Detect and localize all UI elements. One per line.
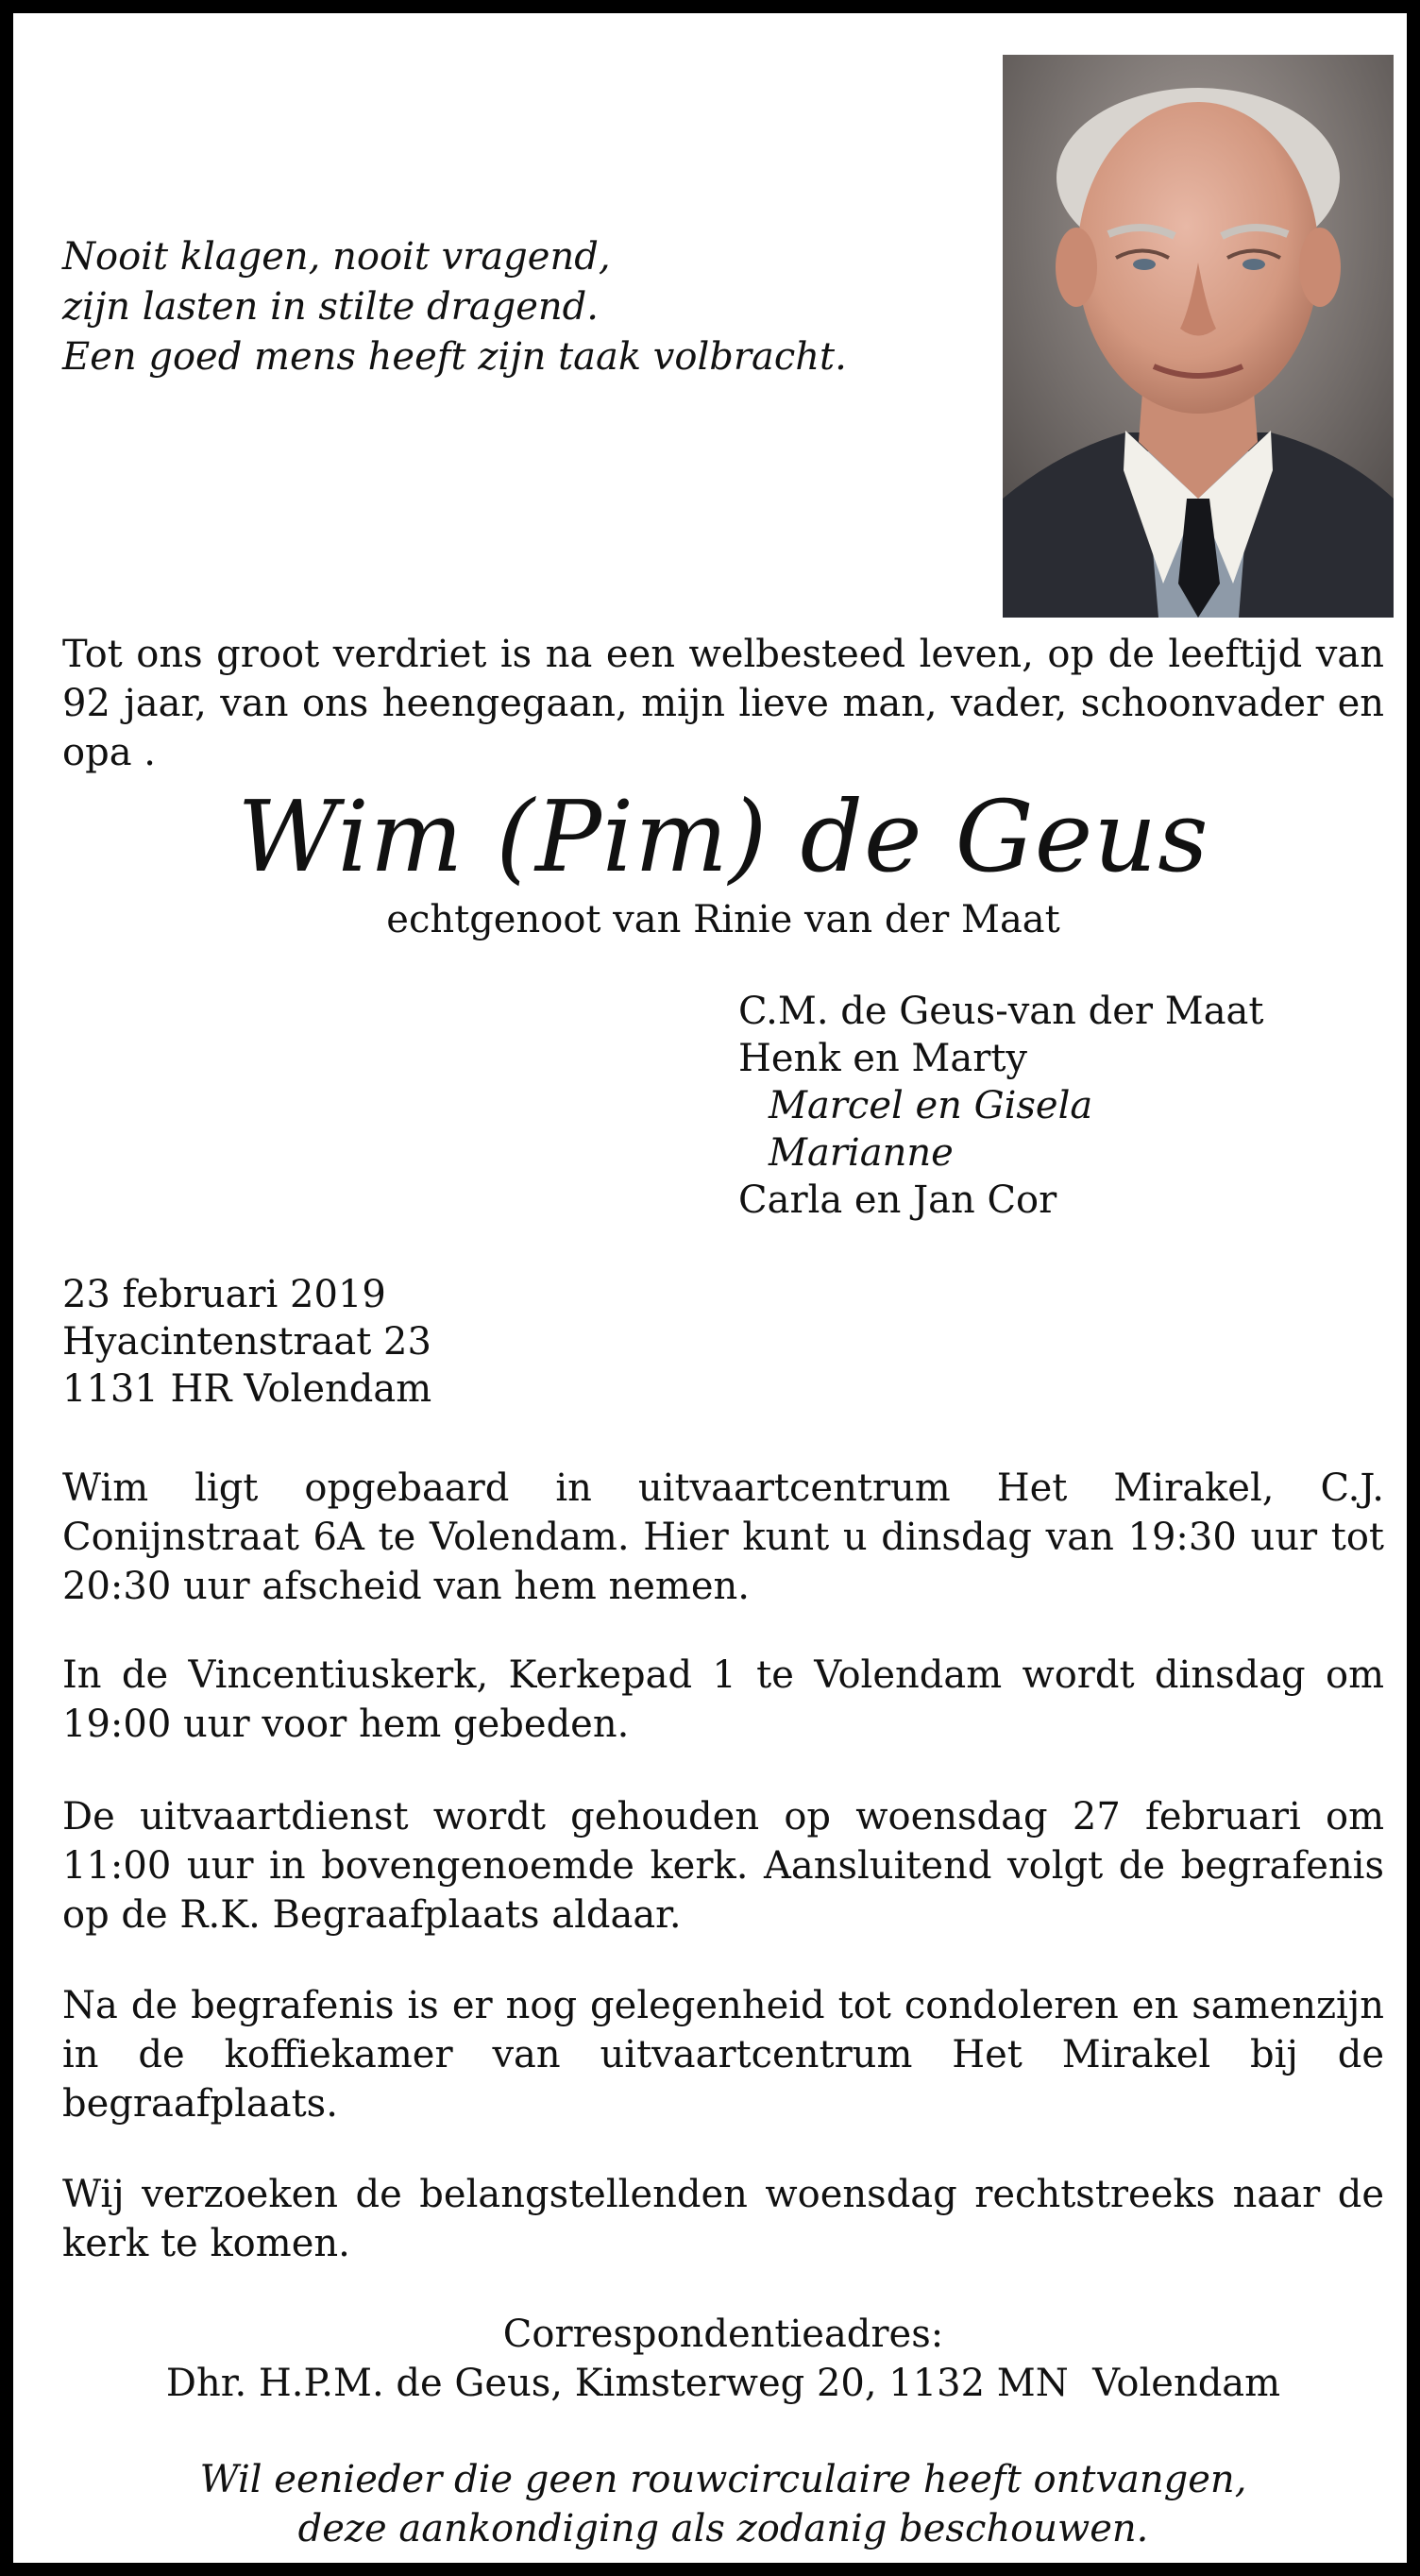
request-paragraph: Wij verzoeken de belangstellenden woensdag rechtstreeks naar de kerk te komen. bbox=[62, 2173, 1384, 2265]
portrait-illustration bbox=[1003, 55, 1394, 618]
poem-line: Een goed mens heeft zijn taak volbracht. bbox=[62, 335, 847, 379]
portrait-photo bbox=[1003, 55, 1394, 618]
deceased-name: Wim (Pim) de Geus bbox=[237, 779, 1209, 894]
poem bbox=[62, 232, 969, 382]
poem-line: zijn lasten in stilte dragend. bbox=[62, 285, 599, 329]
family-member: Henk en Marty bbox=[738, 1037, 1028, 1080]
closing-line: deze aankondiging als zodanig beschouwen. bbox=[297, 2507, 1149, 2551]
family-member: Carla en Jan Cor bbox=[738, 1178, 1057, 1222]
intro-text: Tot ons groot verdriet is na een welbesteed leven, op de leeftijd van 92 jaar, van ons heengegaan, mijn lieve man, vader, schoonvader en opa . bbox=[62, 633, 1384, 774]
family-member: Marianne bbox=[769, 1131, 954, 1175]
family-member: C.M. de Geus-van der Maat bbox=[738, 990, 1264, 1033]
family-member: Marcel en Gisela bbox=[769, 1084, 1093, 1127]
city: 1131 HR Volendam bbox=[62, 1367, 432, 1411]
viewing-paragraph: Wim ligt opgebaard in uitvaartcentrum Het Mirakel, C.J. Conijnstraat 6A te Volendam. Hier kunt u dinsdag van 19:30 uur tot 20:30 uur afscheid van hem nemen. bbox=[62, 1466, 1384, 1608]
home-address bbox=[62, 1271, 818, 1413]
condolence-paragraph: Na de begrafenis is er nog gelegenheid tot condoleren en samenzijn in de koffiekamer van uitvaartcentrum Het Mirakel bij de begraafplaats. bbox=[62, 1984, 1384, 2126]
date: 23 februari 2019 bbox=[62, 1273, 386, 1316]
poem-line: Nooit klagen, nooit vragend, bbox=[62, 235, 611, 279]
street: Hyacintenstraat 23 bbox=[62, 1320, 431, 1364]
correspondence bbox=[13, 2310, 1420, 2408]
spouse-line: echtgenoot van Rinie van der Maat bbox=[386, 898, 1060, 941]
closing-line: Wil eenieder die geen rouwcirculaire heeft ontvangen, bbox=[199, 2458, 1247, 2501]
family-list bbox=[738, 988, 1399, 1224]
closing-note bbox=[13, 2455, 1420, 2553]
correspondence-address: Dhr. H.P.M. de Geus, Kimsterweg 20, 1132 MN Volendam bbox=[165, 2362, 1281, 2405]
service-paragraph: De uitvaartdienst wordt gehouden op woensdag 27 februari om 11:00 uur in bovengenoemde kerk. Aansluitend volgt de begrafenis op de R.K. Begraafplaats aldaar. bbox=[62, 1795, 1384, 1937]
prayer-paragraph: In de Vincentiuskerk, Kerkepad 1 te Volendam wordt dinsdag om 19:00 uur voor hem gebeden. bbox=[62, 1653, 1384, 1746]
correspondence-label: Correspondentieadres: bbox=[502, 2313, 944, 2356]
